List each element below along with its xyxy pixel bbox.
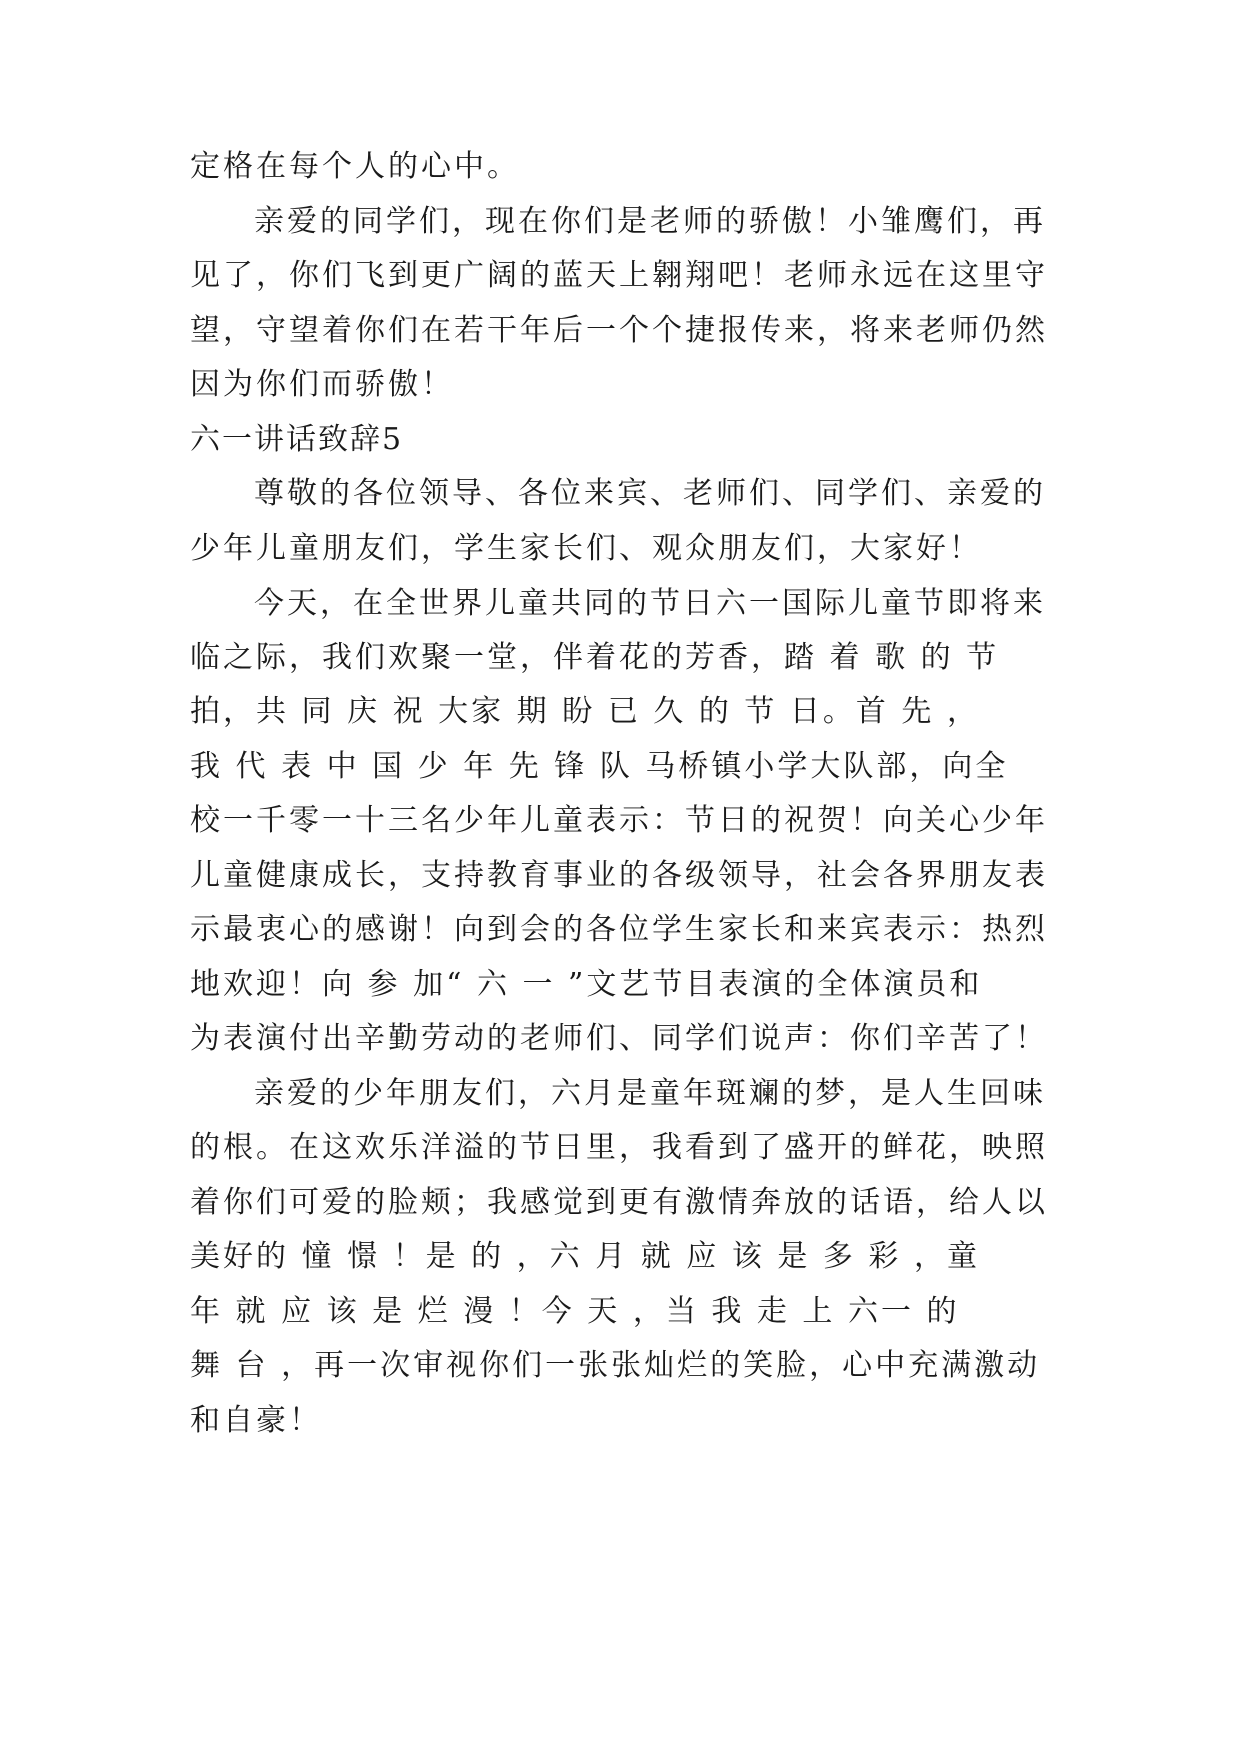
paragraph-line-15: 示最衷心的感谢！向到会的各位学生家长和来宾表示：热烈 xyxy=(190,912,1048,947)
paragraph-line-11: 拍，共 同 庆 祝 大家 期 盼 已 久 的 节 日。首 先 ， xyxy=(190,694,980,729)
paragraph-line-24: 和自豪！ xyxy=(190,1403,322,1438)
paragraph-line-23: 舞 台 ，再一次审视你们一张张灿烂的笑脸，心中充满激动 xyxy=(190,1348,1041,1383)
paragraph-line-3: 见了，你们飞到更广阔的蓝天上翱翔吧！老师永远在这里守 xyxy=(190,258,1048,293)
paragraph-line-1: 定格在每个人的心中。 xyxy=(190,149,520,184)
paragraph-line-4: 望，守望着你们在若干年后一个个捷报传来，将来老师仍然 xyxy=(190,313,1048,348)
paragraph-line-17: 为表演付出辛勤劳动的老师们、同学们说声：你们辛苦了！ xyxy=(190,1021,1048,1056)
paragraph-line-8: 少年儿童朋友们，学生家长们、观众朋友们，大家好！ xyxy=(190,531,982,566)
paragraph-line-22: 年 就 应 该 是 烂 漫 ！今 天 ，当 我 走 上 六一 的 xyxy=(190,1294,960,1329)
paragraph-line-20: 着你们可爱的脸颊；我感觉到更有激情奔放的话语，给人以 xyxy=(190,1185,1048,1220)
paragraph-line-5: 因为你们而骄傲！ xyxy=(190,367,454,402)
paragraph-line-18: 亲爱的少年朋友们，六月是童年斑斓的梦，是人生回味 xyxy=(254,1076,1046,1111)
section-heading: 六一讲话致辞5 xyxy=(190,422,404,457)
paragraph-line-14: 儿童健康成长，支持教育事业的各级领导，社会各界朋友表 xyxy=(190,858,1048,893)
paragraph-line-21: 美好的 憧 憬 ！是 的 ，六 月 就 应 该 是 多 彩 ，童 xyxy=(190,1239,980,1274)
paragraph-line-7: 尊敬的各位领导、各位来宾、老师们、同学们、亲爱的 xyxy=(254,476,1046,511)
paragraph-line-19: 的根。在这欢乐洋溢的节日里，我看到了盛开的鲜花，映照 xyxy=(190,1130,1048,1165)
paragraph-line-9: 今天，在全世界儿童共同的节日六一国际儿童节即将来 xyxy=(254,586,1046,621)
paragraph-line-2: 亲爱的同学们，现在你们是老师的骄傲！小雏鹰们，再 xyxy=(254,204,1046,239)
paragraph-line-12: 我 代 表 中 国 少 年 先 锋 队 马桥镇小学大队部，向全 xyxy=(190,749,1009,784)
paragraph-line-10: 临之际，我们欢聚一堂，伴着花的芳香，踏 着 歌 的 节 xyxy=(190,640,1000,675)
paragraph-line-13: 校一千零一十三名少年儿童表示：节日的祝贺！向关心少年 xyxy=(190,803,1048,838)
paragraph-line-16: 地欢迎！向 参 加“ 六 一 ”文艺节目表演的全体演员和 xyxy=(190,967,983,1002)
